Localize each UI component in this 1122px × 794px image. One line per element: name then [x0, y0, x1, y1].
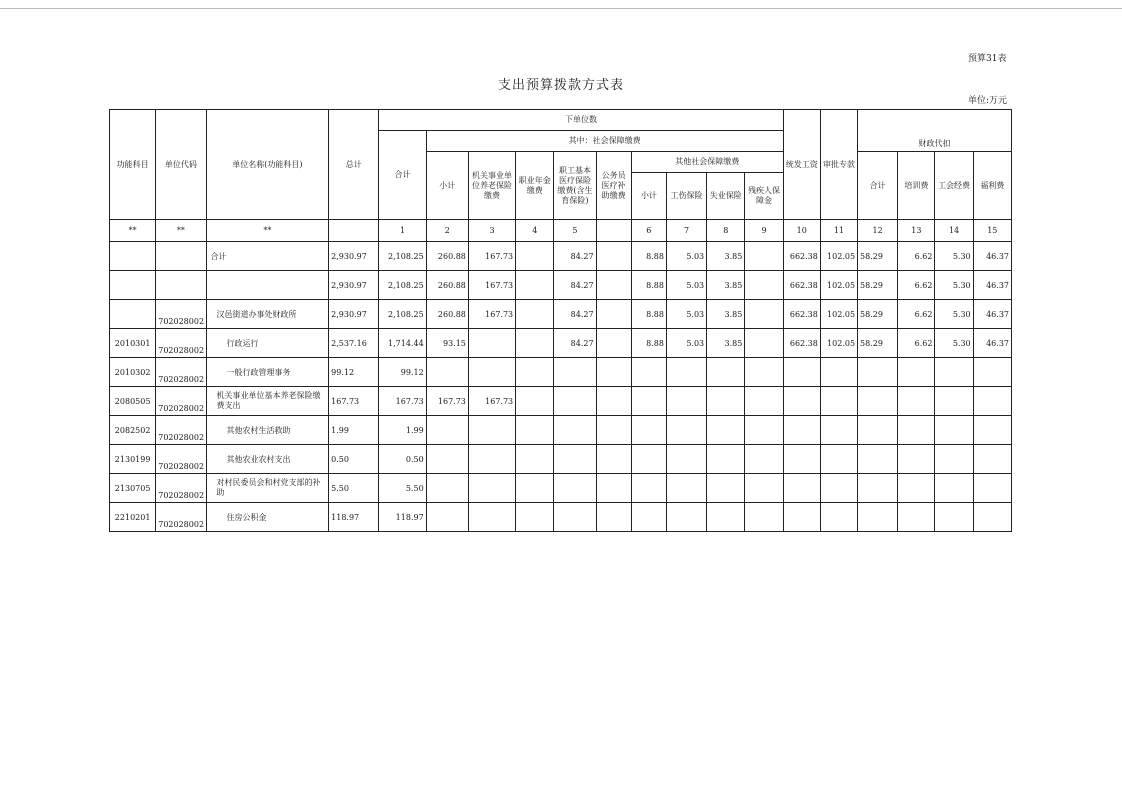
func-code-cell: 2010301 — [110, 329, 156, 358]
value-cell — [468, 503, 515, 532]
value-cell — [468, 358, 515, 387]
table-row — [110, 329, 1012, 358]
value-cell: 3.85 — [707, 271, 745, 300]
value-cell — [631, 387, 666, 416]
value-cell — [973, 474, 1011, 503]
column-index-row — [110, 220, 1012, 242]
value-cell: 0.50 — [379, 445, 426, 474]
header-unit-name: 单位名称(功能科目) — [206, 110, 329, 220]
value-cell: 167.73 — [468, 387, 515, 416]
unit-code-cell: 702028002 — [156, 474, 206, 503]
value-cell — [935, 358, 973, 387]
value-cell — [596, 503, 631, 532]
value-cell — [468, 474, 515, 503]
index-cell: 15 — [973, 220, 1011, 242]
value-cell — [707, 503, 745, 532]
value-cell: 260.88 — [426, 300, 468, 329]
value-cell — [596, 387, 631, 416]
value-cell — [516, 358, 554, 387]
unit-code-cell: 702028002 — [156, 358, 206, 387]
value-cell — [898, 416, 935, 445]
value-cell — [898, 387, 935, 416]
total-cell: 2,930.97 — [329, 242, 379, 271]
header-injury: 工伤保险 — [666, 173, 706, 220]
value-cell — [973, 416, 1011, 445]
value-cell — [858, 387, 898, 416]
value-cell — [516, 474, 554, 503]
value-cell — [858, 445, 898, 474]
value-cell — [898, 474, 935, 503]
value-cell: 1.99 — [379, 416, 426, 445]
value-cell — [554, 387, 596, 416]
index-cell: ** — [110, 220, 156, 242]
value-cell: 3.85 — [707, 242, 745, 271]
value-cell — [631, 416, 666, 445]
table-row — [110, 300, 1012, 329]
unit-code-cell — [156, 242, 206, 271]
value-cell: 102.05 — [820, 242, 857, 271]
func-code-cell: 2082502 — [110, 416, 156, 445]
value-cell: 46.37 — [973, 329, 1011, 358]
value-cell — [858, 474, 898, 503]
index-cell: 13 — [898, 220, 935, 242]
value-cell — [631, 358, 666, 387]
value-cell — [516, 300, 554, 329]
value-cell — [783, 503, 820, 532]
value-cell: 8.88 — [631, 242, 666, 271]
value-cell — [596, 242, 631, 271]
value-cell — [820, 445, 857, 474]
header-heji: 合计 — [379, 131, 426, 220]
value-cell — [973, 387, 1011, 416]
value-cell: 84.27 — [554, 271, 596, 300]
value-cell — [820, 503, 857, 532]
header-other-social: 其他社会保障缴费 — [631, 152, 783, 173]
value-cell — [745, 329, 783, 358]
value-cell — [898, 503, 935, 532]
value-cell: 662.38 — [783, 271, 820, 300]
value-cell — [898, 445, 935, 474]
value-cell — [820, 416, 857, 445]
value-cell — [745, 271, 783, 300]
value-cell: 1,714.44 — [379, 329, 426, 358]
index-cell: 6 — [631, 220, 666, 242]
value-cell: 8.88 — [631, 329, 666, 358]
header-welfare: 福利费 — [973, 152, 1011, 220]
value-cell — [858, 358, 898, 387]
value-cell — [745, 242, 783, 271]
value-cell — [516, 271, 554, 300]
value-cell: 46.37 — [973, 300, 1011, 329]
unit-name-cell: 汉邑街道办事处财政所 — [206, 300, 329, 329]
total-cell: 0.50 — [329, 445, 379, 474]
value-cell — [935, 474, 973, 503]
value-cell: 5.03 — [666, 329, 706, 358]
unit-name-cell: 机关事业单位基本养老保险缴费支出 — [206, 387, 329, 416]
value-cell: 5.30 — [935, 271, 973, 300]
value-cell — [745, 387, 783, 416]
value-cell — [666, 416, 706, 445]
table-row — [110, 416, 1012, 445]
index-cell: 3 — [468, 220, 515, 242]
index-cell: ** — [156, 220, 206, 242]
header-fiscal-agency: 财政代扣 — [858, 110, 1012, 152]
header-social-security: 其中：社会保障缴费 — [426, 131, 783, 152]
func-code-cell — [110, 242, 156, 271]
value-cell: 8.88 — [631, 300, 666, 329]
value-cell — [426, 358, 468, 387]
value-cell — [898, 358, 935, 387]
value-cell: 5.50 — [379, 474, 426, 503]
value-cell: 5.30 — [935, 300, 973, 329]
index-cell: 10 — [783, 220, 820, 242]
value-cell: 3.85 — [707, 329, 745, 358]
index-cell: 8 — [707, 220, 745, 242]
index-cell: 1 — [379, 220, 426, 242]
func-code-cell: 2010302 — [110, 358, 156, 387]
value-cell — [554, 445, 596, 474]
value-cell — [596, 271, 631, 300]
func-code-cell — [110, 271, 156, 300]
form-number: 预算31表 — [968, 54, 1007, 64]
value-cell: 118.97 — [379, 503, 426, 532]
value-cell: 5.30 — [935, 242, 973, 271]
value-cell — [858, 416, 898, 445]
index-cell: 9 — [745, 220, 783, 242]
value-cell: 58.29 — [858, 242, 898, 271]
value-cell: 46.37 — [973, 271, 1011, 300]
page-top-rule — [0, 8, 1122, 9]
value-cell — [426, 416, 468, 445]
value-cell — [745, 358, 783, 387]
index-cell: 2 — [426, 220, 468, 242]
value-cell: 662.38 — [783, 300, 820, 329]
value-cell — [973, 358, 1011, 387]
header-unemployment: 失业保险 — [707, 173, 745, 220]
value-cell: 6.62 — [898, 300, 935, 329]
header-medical: 职工基本医疗保险缴费(含生育保险) — [554, 152, 596, 220]
total-cell: 1.99 — [329, 416, 379, 445]
table-row — [110, 503, 1012, 532]
unit-code-cell: 702028002 — [156, 300, 206, 329]
value-cell — [935, 416, 973, 445]
func-code-cell: 2080505 — [110, 387, 156, 416]
value-cell: 93.15 — [426, 329, 468, 358]
value-cell — [596, 445, 631, 474]
unit-label: 单位:万元 — [968, 96, 1008, 106]
header-fiscal-heji: 合计 — [858, 152, 898, 220]
total-cell: 167.73 — [329, 387, 379, 416]
func-code-cell: 2130199 — [110, 445, 156, 474]
value-cell: 46.37 — [973, 242, 1011, 271]
value-cell — [783, 358, 820, 387]
value-cell: 58.29 — [858, 300, 898, 329]
value-cell: 2,108.25 — [379, 271, 426, 300]
value-cell — [596, 329, 631, 358]
index-cell: 12 — [858, 220, 898, 242]
value-cell — [666, 358, 706, 387]
table-row — [110, 358, 1012, 387]
value-cell — [426, 474, 468, 503]
value-cell — [707, 416, 745, 445]
index-cell — [329, 220, 379, 242]
value-cell — [516, 445, 554, 474]
value-cell — [783, 387, 820, 416]
index-cell: ** — [206, 220, 329, 242]
value-cell — [516, 387, 554, 416]
unit-code-cell: 702028002 — [156, 503, 206, 532]
unit-name-cell: 对村民委员会和村党支部的补助 — [206, 474, 329, 503]
value-cell — [554, 416, 596, 445]
value-cell: 58.29 — [858, 329, 898, 358]
value-cell: 260.88 — [426, 271, 468, 300]
unit-name-cell: 住房公积金 — [206, 503, 329, 532]
value-cell: 58.29 — [858, 271, 898, 300]
unit-name-cell: 行政运行 — [206, 329, 329, 358]
value-cell: 84.27 — [554, 242, 596, 271]
value-cell — [631, 445, 666, 474]
value-cell: 2,108.25 — [379, 242, 426, 271]
value-cell — [468, 329, 515, 358]
value-cell: 167.73 — [468, 300, 515, 329]
total-cell: 118.97 — [329, 503, 379, 532]
value-cell — [935, 387, 973, 416]
index-cell: 4 — [516, 220, 554, 242]
value-cell: 167.73 — [468, 271, 515, 300]
value-cell: 167.73 — [468, 242, 515, 271]
func-code-cell: 2130705 — [110, 474, 156, 503]
value-cell — [820, 358, 857, 387]
header-total: 总计 — [329, 110, 379, 220]
index-cell: 7 — [666, 220, 706, 242]
value-cell: 5.03 — [666, 242, 706, 271]
value-cell: 260.88 — [426, 242, 468, 271]
unit-name-cell: 一般行政管理事务 — [206, 358, 329, 387]
value-cell — [516, 329, 554, 358]
value-cell — [935, 445, 973, 474]
value-cell: 3.85 — [707, 300, 745, 329]
value-cell: 167.73 — [379, 387, 426, 416]
unit-code-cell: 702028002 — [156, 416, 206, 445]
value-cell: 8.88 — [631, 271, 666, 300]
index-cell: 5 — [554, 220, 596, 242]
total-cell: 99.12 — [329, 358, 379, 387]
value-cell — [745, 300, 783, 329]
value-cell — [783, 445, 820, 474]
total-cell: 5.50 — [329, 474, 379, 503]
value-cell: 6.62 — [898, 242, 935, 271]
value-cell — [707, 358, 745, 387]
value-cell — [596, 358, 631, 387]
value-cell — [554, 358, 596, 387]
budget-table — [109, 109, 1012, 532]
value-cell — [745, 503, 783, 532]
header-unit-code: 单位代码 — [156, 110, 206, 220]
value-cell — [426, 445, 468, 474]
value-cell — [596, 416, 631, 445]
value-cell — [973, 445, 1011, 474]
value-cell — [631, 503, 666, 532]
value-cell: 167.73 — [426, 387, 468, 416]
total-cell: 2,930.97 — [329, 300, 379, 329]
value-cell — [707, 387, 745, 416]
value-cell — [516, 503, 554, 532]
page-title: 支出预算拨款方式表 — [497, 78, 624, 93]
value-cell — [745, 416, 783, 445]
value-cell: 102.05 — [820, 300, 857, 329]
value-cell: 5.30 — [935, 329, 973, 358]
table-row — [110, 242, 1012, 271]
unit-code-cell: 702028002 — [156, 445, 206, 474]
value-cell: 5.03 — [666, 300, 706, 329]
total-cell: 2,930.97 — [329, 271, 379, 300]
value-cell — [858, 503, 898, 532]
unit-code-cell: 702028002 — [156, 329, 206, 358]
header-union-fee: 工会经费 — [935, 152, 973, 220]
header-disability: 残疾人保障金 — [745, 173, 783, 220]
table-row — [110, 387, 1012, 416]
header-other-subtotal: 小计 — [631, 173, 666, 220]
value-cell: 2,108.25 — [379, 300, 426, 329]
index-cell: 14 — [935, 220, 973, 242]
value-cell — [783, 416, 820, 445]
table-row — [110, 474, 1012, 503]
header-audit-special: 审批专款 — [820, 110, 857, 220]
value-cell: 102.05 — [820, 329, 857, 358]
value-cell — [666, 445, 706, 474]
header-subtotal: 小计 — [426, 152, 468, 220]
unit-name-cell — [206, 271, 329, 300]
header-lower-unit: 下单位数 — [379, 110, 783, 131]
value-cell — [783, 474, 820, 503]
value-cell — [554, 503, 596, 532]
value-cell — [468, 445, 515, 474]
value-cell — [707, 474, 745, 503]
value-cell — [666, 387, 706, 416]
value-cell — [554, 474, 596, 503]
value-cell — [631, 474, 666, 503]
value-cell: 84.27 — [554, 300, 596, 329]
index-cell: 11 — [820, 220, 857, 242]
header-training: 培训费 — [898, 152, 935, 220]
value-cell — [516, 416, 554, 445]
unit-code-cell: 702028002 — [156, 387, 206, 416]
header-func-code: 功能科目 — [110, 110, 156, 220]
value-cell — [468, 416, 515, 445]
value-cell — [596, 474, 631, 503]
header-pension: 机关事业单位养老保险缴费 — [468, 152, 515, 220]
value-cell — [935, 503, 973, 532]
value-cell — [745, 474, 783, 503]
value-cell — [973, 503, 1011, 532]
value-cell: 6.62 — [898, 329, 935, 358]
table-row — [110, 271, 1012, 300]
value-cell — [707, 445, 745, 474]
total-cell: 2,537.16 — [329, 329, 379, 358]
value-cell — [426, 503, 468, 532]
func-code-cell — [110, 300, 156, 329]
header-unified-salary: 统发工资 — [783, 110, 820, 220]
value-cell — [820, 474, 857, 503]
value-cell: 99.12 — [379, 358, 426, 387]
value-cell: 662.38 — [783, 242, 820, 271]
unit-name-cell: 其他农村生活救助 — [206, 416, 329, 445]
header-civil-medical: 公务员医疗补助缴费 — [596, 152, 631, 220]
value-cell: 84.27 — [554, 329, 596, 358]
value-cell — [596, 300, 631, 329]
index-cell — [596, 220, 631, 242]
table-row — [110, 445, 1012, 474]
value-cell: 662.38 — [783, 329, 820, 358]
value-cell: 5.03 — [666, 271, 706, 300]
unit-code-cell — [156, 271, 206, 300]
value-cell — [666, 474, 706, 503]
value-cell — [516, 242, 554, 271]
func-code-cell: 2210201 — [110, 503, 156, 532]
value-cell: 102.05 — [820, 271, 857, 300]
value-cell — [745, 445, 783, 474]
value-cell — [666, 503, 706, 532]
unit-name-cell: 其他农业农村支出 — [206, 445, 329, 474]
unit-name-cell: 合计 — [206, 242, 329, 271]
value-cell: 6.62 — [898, 271, 935, 300]
header-annuity: 职业年金缴费 — [516, 152, 554, 220]
value-cell — [820, 387, 857, 416]
